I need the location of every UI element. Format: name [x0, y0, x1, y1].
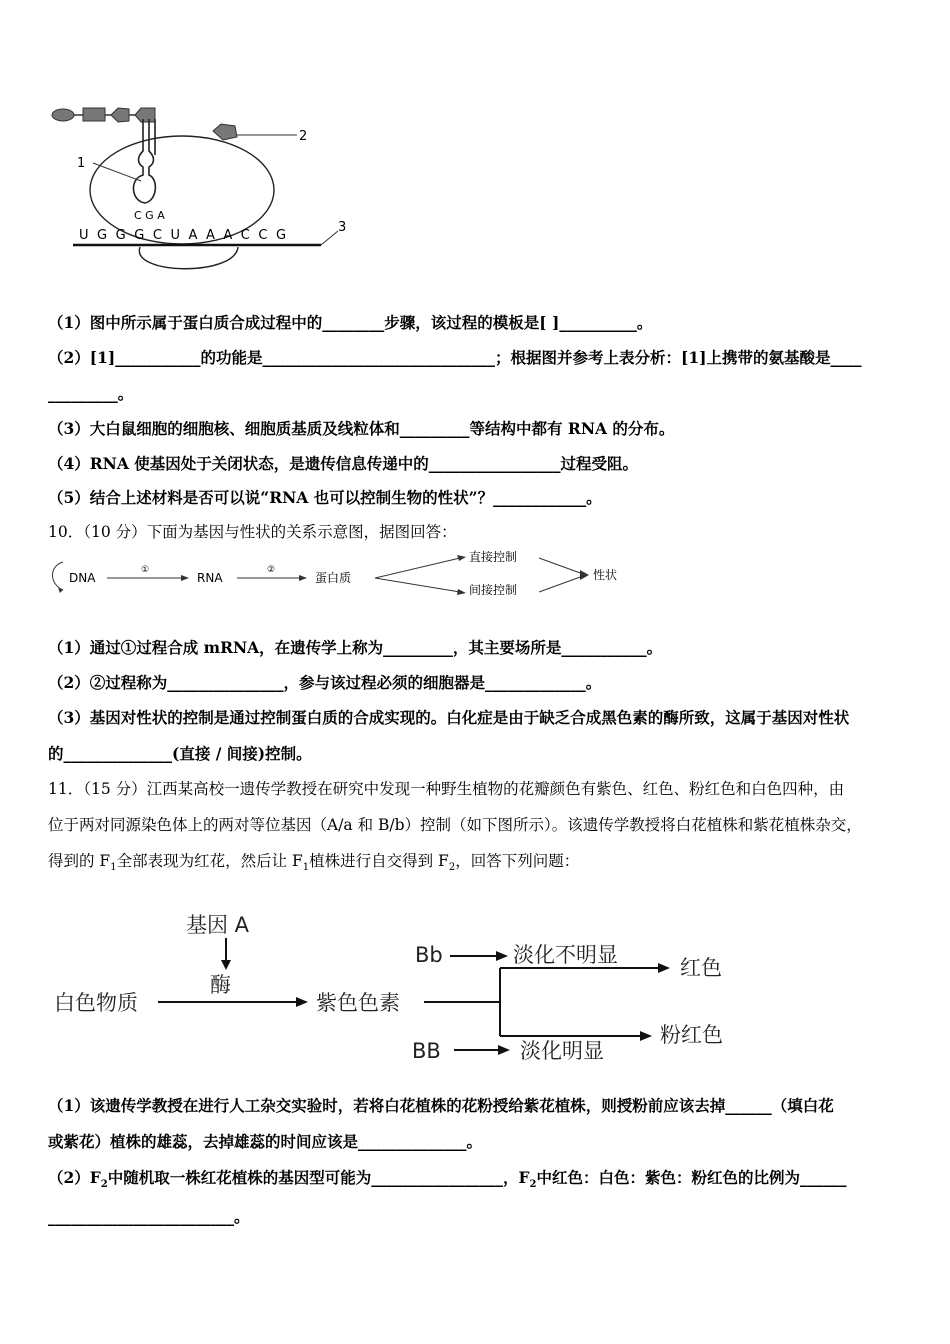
obvious-label: 淡化明显	[520, 1039, 604, 1063]
q11-part2: $(2)F_2$中随机取一株红花植株的基因型可能为_________________，$F_2$中红色：白色：紫色：粉红色的比例为______	[48, 1168, 847, 1191]
gene-trait-diagram	[45, 548, 635, 604]
bb-label-2: BB	[412, 1039, 441, 1063]
q11-part2-cont: ________________________。	[48, 1207, 250, 1226]
q10-part1: （1）通过①过程合成 mRNA，在遗传学上称为_________，其主要场所是___________。	[48, 638, 663, 657]
flower-color-pathway	[50, 900, 750, 1070]
pink-label: 粉红色	[660, 1023, 723, 1047]
gene-a-label: 基因 A	[186, 913, 250, 937]
free-amino-acid	[213, 124, 237, 140]
trait-label: 性状	[593, 568, 618, 582]
q11-part1-cont: 或紫花）植株的雄蕊，去掉雄蕊的时间应该是______________。	[48, 1132, 483, 1151]
step1-label: ①	[141, 565, 150, 575]
q9-part5: （5）结合上述材料是否可以说“RNA 也可以控制生物的性状”？____________。	[48, 488, 602, 507]
dna-label: DNA	[69, 571, 96, 585]
q9-part1: （1）图中所示属于蛋白质合成过程中的________步骤，该过程的模板是[ ]__________。	[48, 313, 653, 332]
trna	[133, 119, 155, 203]
amino-acid-4	[135, 108, 155, 122]
indirect-control-label: 间接控制	[469, 583, 518, 597]
amino-acid-1	[52, 109, 74, 121]
q11-part1: （1）该遗传学教授在进行人工杂交实验时，若将白花植株的花粉授给紫花植株，则授粉前应该去掉______（填白花	[48, 1096, 834, 1115]
protein-label: 蛋白质	[315, 571, 352, 585]
anticodon: C G A	[134, 209, 165, 222]
direct-control-label: 直接控制	[469, 550, 518, 564]
q10-part3-cont: 的______________(直接 / 间接)控制。	[48, 744, 312, 763]
faint-label: 淡化不明显	[513, 943, 618, 967]
q10-part2: （2）②过程称为_______________，参与该过程必须的细胞器是_____________。	[48, 673, 602, 692]
q9-part3: （3）大白鼠细胞的细胞核、细胞质基质及线粒体和_________等结构中都有 RNA 的分布。	[48, 419, 675, 438]
red-label: 红色	[680, 956, 722, 980]
q11-line1: 11．（15 分）江西某高校一遗传学教授在研究中发现一种野生植物的花瓣颜色有紫色、红色、粉红色和白色四种，由	[48, 780, 845, 798]
q11-line2: 位于两对同源染色体上的两对等位基因（A/a 和 B/b）控制（如下图所示）。该遗传学教授将白花植株和紫花植株杂交，	[48, 816, 862, 834]
label-1: 1	[77, 156, 86, 171]
translation-diagram	[45, 95, 355, 285]
amino-acid-2	[83, 108, 105, 121]
q11-line3: 得到的 $F_1$全部表现为红花，然后让 $F_1$植株进行自交得到 $F_2$，回答下列问题：	[48, 852, 580, 874]
purple-pigment-label: 紫色色素	[316, 991, 400, 1015]
q9-part4: （4）RNA 使基因处于关闭状态，是遗传信息传递中的_________________过程受阻。	[48, 454, 639, 473]
q10-part3: （3）基因对性状的控制是通过控制蛋白质的合成实现的。白化症是由于缺乏合成黑色素的酶所致，这属于基因对性状	[48, 708, 850, 727]
ribosome-small-subunit	[139, 247, 238, 269]
mrna-sequence: U G G G C U A A A C C G	[79, 228, 289, 243]
label-3: 3	[338, 220, 347, 235]
bb-label: Bb	[415, 943, 443, 967]
step2-label: ②	[267, 565, 276, 575]
q9-part2: （2）[1]___________的功能是______________________________；根据图并参考上表分析：[1]上携带的氨基酸是____	[48, 348, 862, 367]
q10-heading: 10．（10 分）下面为基因与性状的关系示意图，据图回答：	[48, 523, 457, 541]
q9-part2-cont: _________。	[48, 384, 134, 403]
enzyme-label: 酶	[210, 973, 231, 997]
white-substance-label: 白色物质	[54, 991, 138, 1015]
amino-acid-3	[111, 108, 129, 122]
rna-label: RNA	[197, 571, 223, 585]
label-2: 2	[299, 129, 308, 144]
